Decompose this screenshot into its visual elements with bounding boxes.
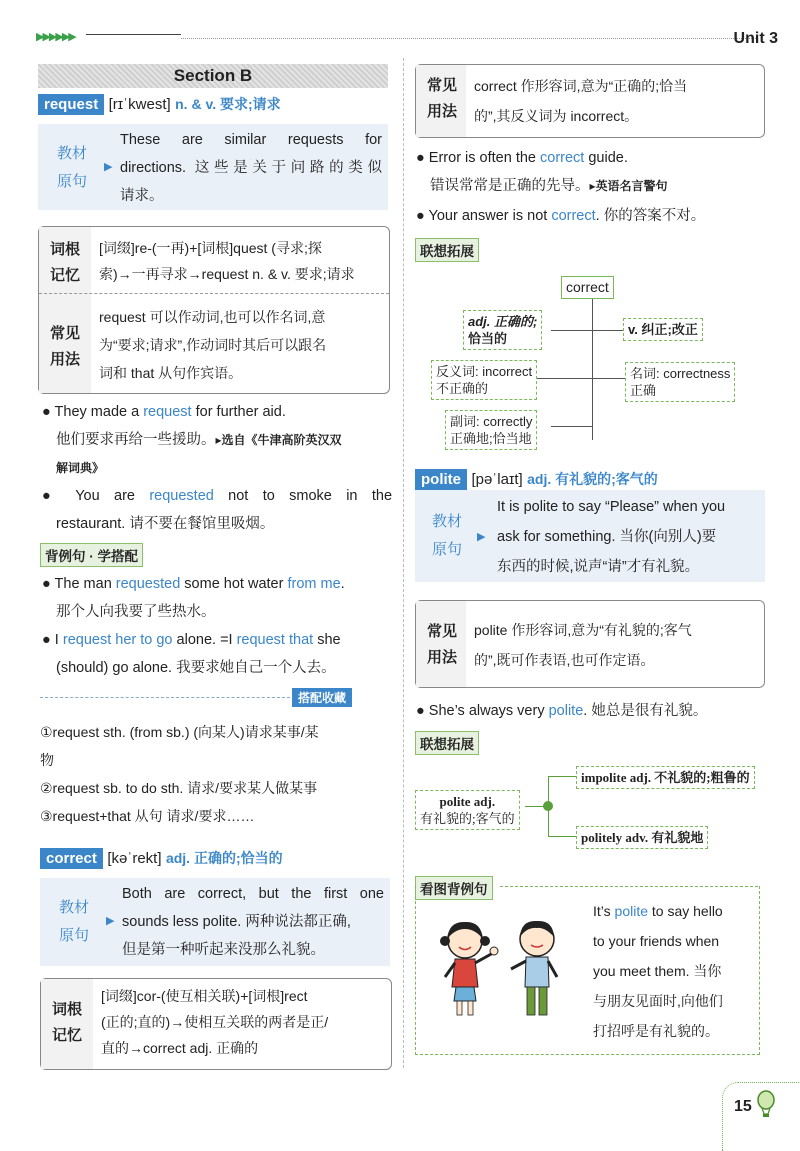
pointer-icon: ▶ <box>106 915 115 927</box>
map-center: polite adj. 有礼貌的;客气的 <box>415 790 520 830</box>
request-example-2: ● You are requested not to smoke in the restaurant. 请不要在餐馆里吸烟。 <box>42 488 393 532</box>
phonetic: [rɪˈkwest] <box>108 96 171 113</box>
map-antonym: 反义词: incorrect 不正确的 <box>431 360 537 400</box>
header-bar <box>36 30 736 48</box>
node-dot <box>543 801 553 811</box>
pointer-icon: ▶ <box>477 531 486 543</box>
boy-figure <box>511 921 557 1015</box>
header-line <box>86 34 181 35</box>
picture-text: It’s polite to say hello to your friends when you meet them. 当你 与朋友见面时,向他们 打招呼是有礼貌的。 <box>593 903 723 1039</box>
polite-mindmap <box>415 760 785 860</box>
usage-text: correct 作形容词,意为“正确的;恰当 的”,其反义词为 incorrect。 <box>474 78 688 124</box>
polite-head <box>415 469 658 489</box>
header-dots <box>181 38 756 39</box>
memory-label: 词根 记忆 <box>51 1001 82 1044</box>
definition: n. & v. 要求;请求 <box>175 96 281 112</box>
column-divider <box>403 58 404 1068</box>
correct-example-2: ● Your answer is not correct. 你的答案不对。 <box>416 208 706 224</box>
picture-tag: 看图背例句 <box>415 876 493 900</box>
textbook-box <box>38 124 388 210</box>
word-tag: polite <box>415 469 467 490</box>
word-tag: request <box>38 94 104 115</box>
map-verb: v. 纠正;改正 <box>623 318 703 341</box>
textbook-label: 教材 原句 <box>58 899 89 944</box>
pointer-icon: ▶ <box>104 161 113 173</box>
map-adverb: 副词: correctly 正确地;恰当地 <box>445 410 537 450</box>
polite-example-1: ● She’s always very polite. 她总是很有礼貌。 <box>416 703 708 719</box>
textbook-text: It is polite to say “Please” when you ask for something. 当你(向别人)要 东西的时候,说声“请”才有礼貌。 <box>497 499 726 575</box>
map-politely: politely adv. 有礼貌地 <box>576 826 708 849</box>
kids-illustration <box>425 915 585 1025</box>
source-note: ▸英语名言警句 <box>589 179 668 193</box>
usage-label: 常见 用法 <box>426 77 457 120</box>
word-tag: correct <box>40 848 103 869</box>
map-center: correct <box>561 276 614 299</box>
correct-mindmap <box>415 268 785 458</box>
balloon-icon <box>756 1090 776 1118</box>
memory-label: 词根 记忆 <box>49 241 80 284</box>
collocation-list: ①request sth. (from sb.) (向某人)请求某事/某 物 ②request sb. to do sth. 请求/要求某人做某事 ③request+that 从句 请求/要求…… <box>40 724 319 824</box>
textbook-box <box>415 490 765 582</box>
request-head <box>38 94 281 114</box>
correct-usage-box <box>415 64 765 138</box>
textbook-label: 教材 原句 <box>431 513 462 558</box>
correct-example-1: ● Error is often the correct guide. 错误常常是正确的先导。▸英语名言警句 <box>416 150 668 194</box>
textbook-text: Both are correct, but the first one sounds less polite. 两种说法都正确, 但是第一种听起来没那么礼貌。 <box>122 886 384 958</box>
page-number: 15 <box>734 1098 752 1115</box>
definition: adj. 正确的;恰当的 <box>165 850 283 866</box>
textbook-label: 教材 原句 <box>56 145 87 190</box>
usage-label: 常见 用法 <box>49 325 80 368</box>
arrows-icon: ▶▶▶▶▶▶ <box>36 31 75 43</box>
girl-figure <box>440 922 498 1015</box>
polite-usage-box <box>415 600 765 688</box>
textbook-box <box>40 878 390 966</box>
request-example-3: ● The man requested some hot water from me. 那个人向我要了些热水。 <box>42 576 345 620</box>
request-example-1: ● They made a request for further aid. 他们要求再给一些援助。▸选自《牛津高阶英汉双 解词典》 <box>42 404 342 475</box>
phonetic: [kəˈrekt] <box>107 850 162 867</box>
usage-text: request 可以作动词,也可以作名词,意 为“要求;请求”,作动词时其后可以跟名 词和 that 从句作宾语。 <box>99 309 327 381</box>
association-tag: 联想拓展 <box>415 731 479 755</box>
usage-text: polite 作形容词,意为“有礼貌的;客气 的”,既可作表语,也可作定语。 <box>474 622 692 668</box>
source-note: ▸选自《牛津高阶英汉双 <box>215 433 342 447</box>
map-noun: 名词: correctness 正确 <box>625 362 735 402</box>
textbook-text: These are similar requests for directions. 这些是关于问路的类似 请求。 <box>120 132 382 204</box>
memory-usage-box <box>38 226 390 394</box>
collocation-tag: 背例句 · 学搭配 <box>40 543 143 567</box>
memory-text: [词缀]cor-(使互相关联)+[词根]rect (正的;直的)→使相互关联的两者是正/ 直的→correct adj. 正确的 <box>101 988 329 1056</box>
correct-head <box>40 848 283 868</box>
usage-label: 常见 用法 <box>426 623 457 666</box>
memory-text: [词缀]re-(一再)+[词根]quest (寻求;探 索)→一再寻求→request n. & v. 要求;请求 <box>99 240 355 282</box>
association-tag: 联想拓展 <box>415 238 479 262</box>
unit-label: Unit 3 <box>733 30 778 47</box>
definition: adj. 有礼貌的;客气的 <box>527 471 658 487</box>
map-adj: adj. 正确的; 恰当的 <box>463 310 542 350</box>
memory-box <box>40 978 392 1070</box>
request-example-4: ● I request her to go alone. =I request that she (should) go alone. 我要求她自己一个人去。 <box>42 632 341 676</box>
map-impolite: impolite adj. 不礼貌的;粗鲁的 <box>576 766 755 789</box>
phonetic: [pəˈlaɪt] <box>471 471 523 488</box>
collect-tag: 搭配收藏 <box>292 688 352 707</box>
section-title: Section B <box>38 64 388 88</box>
